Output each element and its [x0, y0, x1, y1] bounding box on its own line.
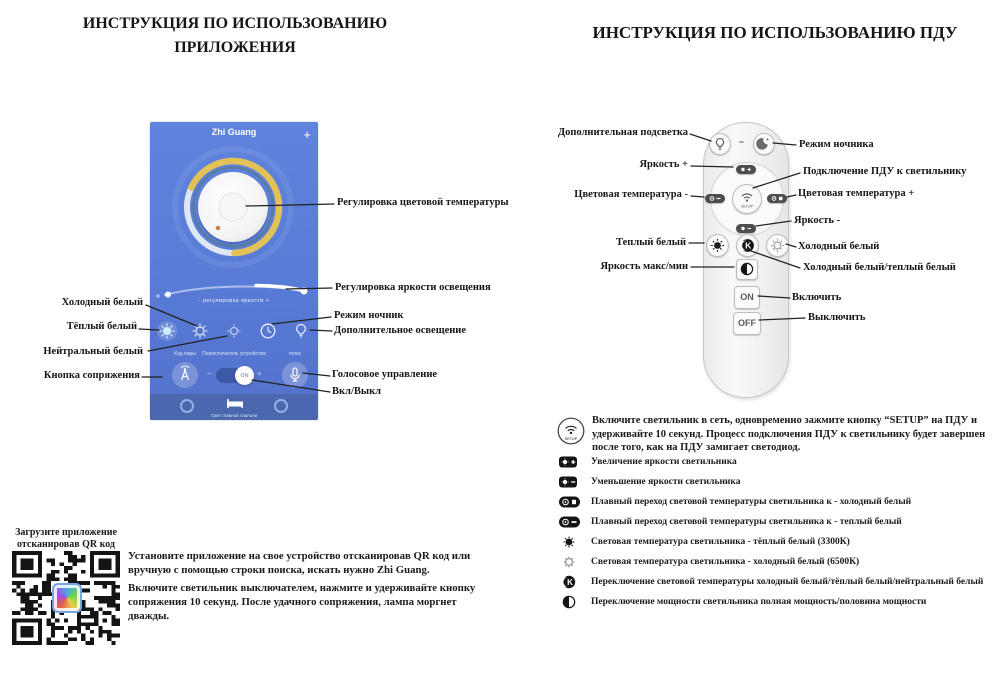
legend-row: Уменьшение яркости светильника [558, 474, 741, 490]
cold-white-icon [558, 555, 582, 569]
brightness-increase-icon [558, 455, 582, 469]
bedroom-light-icon[interactable] [226, 397, 244, 409]
remote-led [739, 141, 744, 143]
temp-switch-k-icon [737, 235, 758, 256]
cold-white-sun-icon [767, 235, 788, 256]
toggle-plus: + [257, 369, 262, 378]
legend-row: Плавный переход световой температуры светильника к - холодный белый [558, 494, 911, 510]
qr-caption: Загрузите приложение отсканировав QR код [15, 527, 117, 550]
app-logo [52, 583, 82, 613]
brightness-plus-icon [736, 165, 756, 174]
callout-on-off: Вкл/Выкл [332, 385, 382, 397]
remote-night-mode-button[interactable] [753, 133, 775, 155]
setup-note-icon [557, 417, 585, 445]
remote-control [703, 122, 789, 398]
setup-button-label: SETUP [741, 204, 753, 209]
callout-warm-white-btn: Теплый белый [616, 236, 686, 248]
legend-row: Световая температура светильника - холодный белый (6500К) [558, 554, 859, 570]
additional-light-button[interactable] [290, 320, 312, 342]
legend-row: K Переключение световой температуры холодный белый/тёплый белый/нейтральный белый [558, 574, 983, 590]
callout-pairing-button: Кнопка сопряжения [43, 369, 140, 381]
remote-backlight-button[interactable] [709, 133, 731, 155]
remote-brightness-minus-button[interactable] [736, 224, 756, 233]
pairing-button[interactable] [172, 362, 198, 388]
svg-text:SETUP: SETUP [564, 437, 578, 441]
temp-switch-icon [558, 575, 582, 589]
app-title: Zhi Guang [211, 127, 257, 137]
callout-brightness-minus: Яркость - [794, 214, 841, 226]
voice-control-button[interactable] [282, 362, 308, 388]
temp-transition-cold-icon [558, 495, 582, 509]
callout-warm-white: Тёплый белый [66, 320, 137, 332]
pair-code-label: Код пары [174, 351, 196, 357]
callout-color-temp: Регулировка цветовой температуры [337, 196, 509, 208]
callout-brightness-plus: Яркость + [639, 158, 688, 170]
light-mode-row [150, 318, 318, 344]
callout-cold-white: Холодный белый [61, 296, 143, 308]
callout-additional-light: Дополнительное освещение [334, 324, 466, 336]
nav-label: Свет главной спальни [210, 413, 258, 418]
legend-row: Плавный переход световой температуры светильника к - теплый белый [558, 514, 902, 530]
remote-power-half-button[interactable] [736, 259, 758, 280]
callout-turn-on: Включить [792, 291, 842, 303]
pairing-instructions: Включите светильник выключателем, нажмите и удерживайте кнопку сопряжения 10 секунд. После удачного сопряжения, лампа моргнет дважды. [128, 582, 476, 623]
remote-setup-button[interactable] [732, 184, 762, 214]
app-bottom-nav [150, 394, 318, 420]
color-temp-minus-icon [705, 194, 725, 203]
toggle-minus: − [207, 369, 212, 378]
slider-handle[interactable] [301, 288, 308, 295]
callout-pdu-connect: Подключение ПДУ к светильнику [803, 165, 967, 177]
app-header [150, 127, 318, 142]
callout-voice-control: Голосовое управление [332, 368, 438, 380]
brightness-decrease-icon [558, 475, 582, 489]
remote-warm-white-button[interactable] [706, 234, 729, 257]
svg-text:K: K [567, 578, 573, 588]
right-title: ИНСТРУКЦИЯ ПО ИСПОЛЬЗОВАНИЮ ПДУ [592, 23, 958, 42]
antenna-icon [172, 362, 198, 388]
callout-color-temp-minus: Цветовая температура - [574, 188, 688, 200]
warm-white-sun-icon [707, 235, 728, 256]
neutral-white-mode-button[interactable] [223, 320, 245, 342]
add-device-button[interactable]: + [303, 127, 311, 142]
remote-color-temp-plus-button[interactable] [767, 194, 787, 203]
callout-color-temp-plus: Цветовая температура + [798, 187, 915, 199]
app-screenshot [150, 122, 318, 420]
callout-night-mode: Режим ночник [334, 309, 404, 321]
power-toggle[interactable] [216, 368, 252, 383]
remote-off-button[interactable]: OFF [733, 312, 761, 335]
install-instructions: Установите приложение на свое устройство отсканировав QR код или вручную с помощью строки поиска, искать нужно Zhi Guang. [128, 550, 471, 577]
remote-temp-switch-button[interactable] [736, 234, 759, 257]
cold-white-mode-button[interactable] [189, 320, 211, 342]
remote-on-button[interactable]: ON [734, 286, 760, 309]
moon-icon [754, 134, 774, 154]
brightness-slider-label: - регулировка яркости + [198, 298, 270, 304]
toggle-knob[interactable]: ON [235, 366, 254, 385]
brightness-minus-icon [736, 224, 756, 233]
callout-night-mode-r: Режим ночника [799, 138, 874, 150]
half-power-icon [737, 259, 757, 279]
warm-white-icon [558, 535, 582, 549]
settings-icon[interactable] [180, 399, 194, 413]
legend-row: Световая температура светильника - тёплый белый (3300К) [558, 534, 850, 550]
color-temp-plus-icon [767, 194, 787, 203]
callout-backlight: Дополнительная подсветка [557, 126, 688, 138]
callout-cold-warm-switch: Холодный белый/теплый белый [803, 261, 956, 273]
wifi-setup-icon [733, 185, 761, 213]
callout-turn-off: Выключить [808, 311, 866, 323]
bulb-icon [710, 134, 730, 154]
remote-brightness-plus-button[interactable] [736, 165, 756, 174]
color-temperature-dial[interactable] [163, 137, 303, 277]
remote-color-temp-minus-button[interactable] [705, 194, 725, 203]
callout-brightness-maxmin: Яркость макс/мин [600, 260, 688, 272]
power-switch-icon [558, 595, 582, 609]
legend-row: Переключение мощности светильника полная мощность/половина мощности [558, 594, 926, 610]
device-switch-label: Переключатель устройства [202, 351, 266, 357]
night-mode-button[interactable] [257, 320, 279, 342]
remote-cold-white-button[interactable] [766, 234, 789, 257]
microphone-icon [282, 362, 308, 388]
callout-cold-white-btn: Холодный белый [798, 240, 880, 252]
warm-white-mode-button[interactable] [156, 320, 178, 342]
dial-indicator-dot [216, 226, 220, 230]
left-title: ИНСТРУКЦИЯ ПО ИСПОЛЬЗОВАНИЮ ПРИЛОЖЕНИЯ [82, 15, 388, 56]
settings-icon-2[interactable] [274, 399, 288, 413]
voice-label: голос [288, 351, 302, 357]
legend-row: Увеличение яркости светильника [558, 454, 737, 470]
setup-note-text: Включите светильник в сеть, одновременно зажмите кнопку “SETUP” на ПДУ и удерживайте 10 секунд. Процесс подключения ПДУ к светильнику будет завершен после того, как на ПДУ замигает светодиод. [592, 415, 986, 454]
temp-transition-warm-icon [558, 515, 582, 529]
callout-brightness: Регулировка яркости освещения [335, 281, 491, 293]
callout-neutral-white: Нейтральный белый [43, 345, 143, 357]
svg-text:K: K [744, 240, 751, 251]
